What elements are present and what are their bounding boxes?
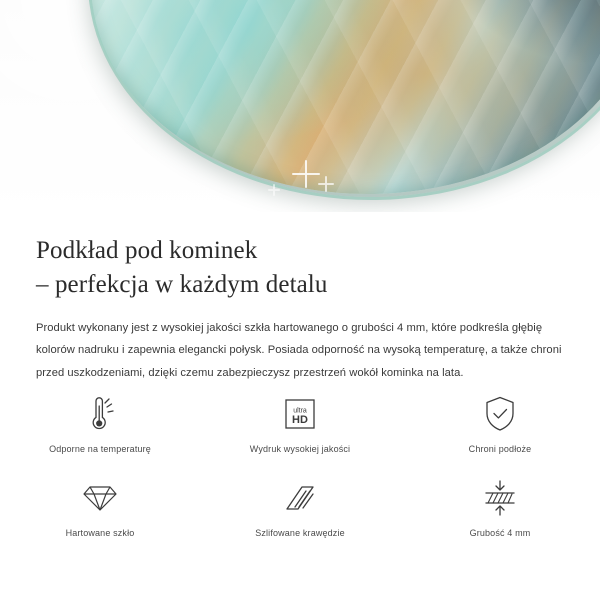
feature-item-polished-edges [200,476,400,554]
shield-check-icon [483,392,517,436]
diamond-icon [81,476,119,520]
thermometer-icon [83,392,117,436]
headline-line-2: – perfekcja w każdym detalu [36,270,328,298]
ultra-hd-icon [282,392,318,436]
headline-line-1: Podkład pod kominek [36,237,258,264]
feature-item-thickness [400,476,600,554]
description-paragraph: Produkt wykonany jest z wysokiej jakości szkła hartowanego o grubości 4 mm, które podkreśla głębię kolorów nadruku i zapewnia elegancki połysk. Posiada odporność na wysoką temperaturę, a także chroni przed uszkodzeniami, dzięki czemu zabezpieczysz przestrzeń wokół kominka na lata. [36,322,562,379]
feature-grid [0,392,600,554]
svg-text:HD: HD [292,414,308,426]
feature-label: Odporne na temperaturę [49,444,151,454]
svg-text:ultra: ultra [293,407,307,415]
feature-label: Chroni podłoże [468,444,532,454]
feature-item-print-quality [200,392,400,470]
feature-item-surface-protection [400,392,600,470]
page-title [0,212,600,301]
text-content [0,212,600,384]
feature-item-temperature [0,392,200,470]
thickness-arrows-icon [481,476,519,520]
hero-image [0,0,600,212]
feature-label: Wydruk wysokiej jakości [249,444,351,454]
feature-label: Grubość 4 mm [469,528,531,538]
polished-edges-icon [282,476,318,520]
feature-label: Szlifowane krawędzie [255,528,345,538]
feature-label: Hartowane szkło [65,528,135,538]
feature-item-tempered-glass [0,476,200,554]
